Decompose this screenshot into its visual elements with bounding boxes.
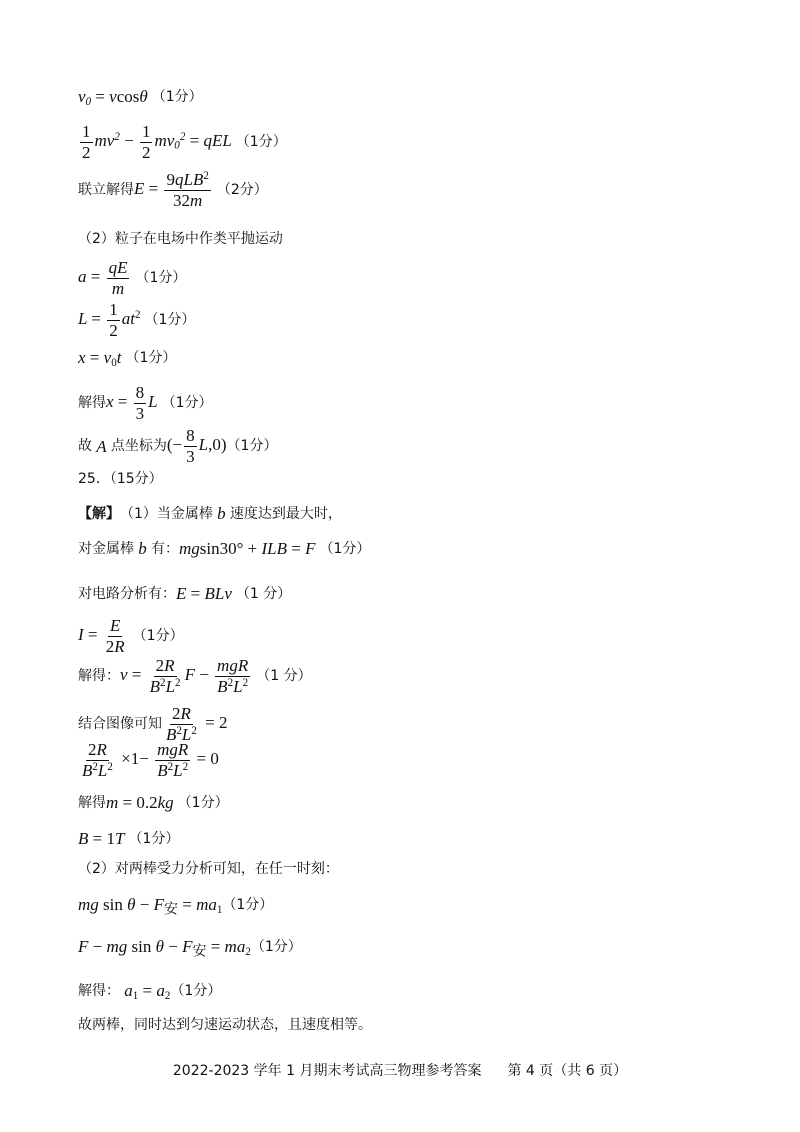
page-footer xyxy=(0,1060,800,1080)
equation-mass: 解得 m = 0.2kg （1分） xyxy=(78,793,229,812)
equation-velocity: 解得： v = $\frac{2R}{B^2L^2}$ F − $\frac{\text{mgR}}{B^2L^2}$ （1 分） xyxy=(78,656,312,696)
question-25-heading: 25．（15分） xyxy=(78,471,163,487)
score-5: （1分） xyxy=(144,312,196,329)
score-12: （1 分） xyxy=(256,668,312,685)
equation-rod-a: mg $\sin \theta - F_安 = ma_1$ （1分） xyxy=(78,895,274,918)
equation-rod-b: F − mg $\sin \theta - F_安 = ma_2$ （1分） xyxy=(78,937,302,960)
score-7: （1分） xyxy=(161,395,213,412)
score-11: （1分） xyxy=(132,628,184,645)
footer-title: 2022-2023 学年 1 月期末考试高三物理参考答案 xyxy=(172,1063,482,1079)
equation-emf: 对电路分析有： E = BLv （1 分） xyxy=(78,584,292,603)
equation-L: L = $\frac{1}{2}$ $at^2$ （1分） xyxy=(78,300,196,340)
score-8: （1分） xyxy=(226,438,278,455)
part2-heading: （2）粒子在电场中作类平抛运动 xyxy=(78,231,283,247)
score-1: （1分） xyxy=(151,88,203,105)
score-3: （2分） xyxy=(216,182,268,199)
score-6: （1分） xyxy=(125,349,177,366)
lianli-label: 联立解得 xyxy=(78,182,134,199)
equation-a: a = $\frac{qE}{m}$ （1分） xyxy=(78,258,187,298)
equation-energy: $\frac{1}{2}$ $mv^2$ − $\frac{1}{2}$ $mv_0^2$ = qEL （1分） xyxy=(82,122,287,162)
equation-E-result: 联立解得 E = $\frac{9qLB^2}{32m}$ （2分） xyxy=(78,169,268,210)
conclusion: 故两棒，同时达到匀速运动状态，且速度相等。 xyxy=(78,1017,372,1033)
equation-slope: 结合图像可知 $\frac{2R}{B^2L^2}$ = 2 xyxy=(78,704,228,744)
equation-x: $x = v_0t$ （1分） xyxy=(78,348,177,369)
score-13: （1分） xyxy=(177,794,229,811)
equation-intercept: $\frac{2R}{B^2L^2}$ ×1− $\frac{\text{mgR}}{B^2L^2}$ = 0 xyxy=(82,740,219,780)
equation-current: I = $\frac{E}{2R}$ （1分） xyxy=(78,616,184,656)
score-14: （1分） xyxy=(128,830,180,847)
score-10: （1 分） xyxy=(235,585,292,602)
equation-x-result: 解得 x = $\frac{8}{3}$ L （1分） xyxy=(78,383,213,423)
score-2: （1分） xyxy=(235,134,287,151)
point-A-coordinate: 故 A 点坐标为 (− $\frac{8}{3}$ L,0) （1分） xyxy=(78,426,278,466)
solution-intro: 【解】 （1）当金属棒 b 速度达到最大时， xyxy=(78,504,342,523)
score-17: （1分） xyxy=(170,982,222,999)
score-16: （1分） xyxy=(250,938,302,955)
footer-page: 第 4 页（共 6 页） xyxy=(507,1063,628,1079)
score-15: （1分） xyxy=(222,896,274,913)
equation-force-balance: 对金属棒 b 有： mgsin30° + ILB = F （1分） xyxy=(78,539,371,558)
equation-accel-equal: 解得： $a_1 = a_2$ （1分） xyxy=(78,981,222,1002)
equation-v0: $v_0 = vcos\theta$ （1分） xyxy=(78,87,203,108)
score-9: （1分） xyxy=(319,540,371,557)
score-4: （1分） xyxy=(135,270,187,287)
equation-field: B = 1T （1分） xyxy=(78,829,180,848)
part2b-heading: （2）对两棒受力分析可知，在任一时刻： xyxy=(78,861,339,877)
